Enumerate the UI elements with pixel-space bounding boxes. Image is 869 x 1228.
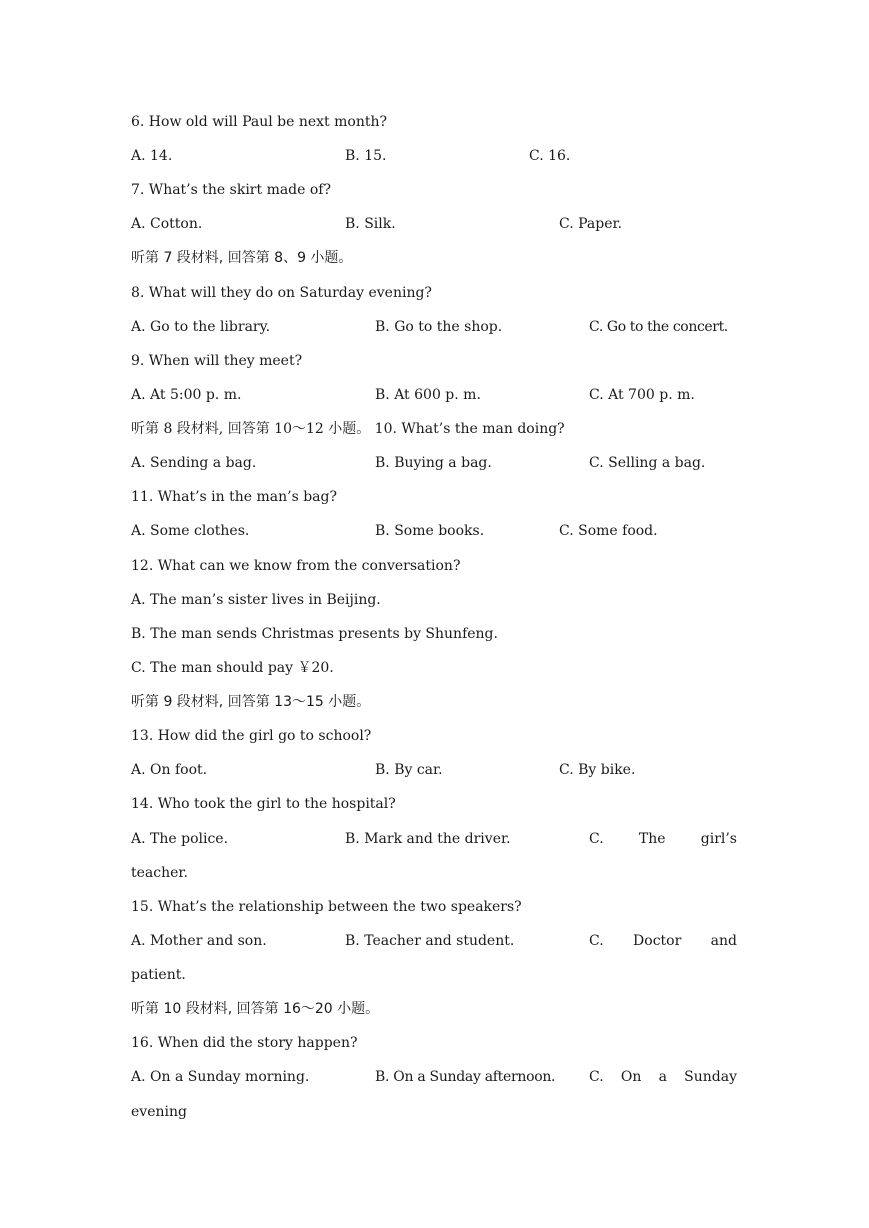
- q12-option-b: B. The man sends Christmas presents by Shunfeng.: [131, 626, 498, 642]
- q8-option-b: B. Go to the shop.: [375, 319, 503, 335]
- q14-option-a: A. The police.: [131, 831, 229, 847]
- q16-option-a: A. On a Sunday morning.: [131, 1069, 310, 1085]
- question-11: 11. What’s in the man’s bag?: [131, 489, 338, 505]
- q16-option-c-word: C.: [589, 1069, 604, 1085]
- q7-option-c: C. Paper.: [559, 216, 623, 232]
- section-10-heading: 听第 10 段材料, 回答第 16～20 小题。: [131, 1001, 380, 1017]
- q9-option-b: B. At 600 p. m.: [375, 387, 481, 403]
- section-7-heading: 听第 7 段材料, 回答第 8、9 小题。: [131, 250, 353, 266]
- q16-option-c-word: On: [620, 1069, 642, 1085]
- q15-option-c-continued: patient.: [131, 967, 186, 983]
- q14-option-c-word: girl’s: [700, 831, 737, 847]
- q8-option-c: C. Go to the concert.: [589, 319, 728, 335]
- q16-option-c-continued: evening: [131, 1104, 187, 1120]
- q15-option-a: A. Mother and son.: [131, 933, 267, 949]
- q16-option-c-word: a: [658, 1069, 667, 1085]
- question-15: 15. What’s the relationship between the two speakers?: [131, 899, 522, 915]
- q14-option-c-word: The: [638, 831, 666, 847]
- question-16: 16. When did the story happen?: [131, 1035, 358, 1051]
- q10-option-c: C. Selling a bag.: [589, 455, 706, 471]
- q10-option-b: B. Buying a bag.: [375, 455, 492, 471]
- q13-option-b: B. By car.: [375, 762, 443, 778]
- question-14: 14. Who took the girl to the hospital?: [131, 796, 396, 812]
- question-6: 6. How old will Paul be next month?: [131, 114, 387, 130]
- q7-option-a: A. Cotton.: [131, 216, 203, 232]
- question-13: 13. How did the girl go to school?: [131, 728, 372, 744]
- q14-option-c-continued: teacher.: [131, 865, 189, 881]
- q8-option-a: A. Go to the library.: [131, 319, 271, 335]
- q6-option-c: C. 16.: [529, 148, 571, 164]
- q6-option-a: A. 14.: [131, 148, 173, 164]
- q15-option-c-word: Doctor: [633, 933, 682, 949]
- q12-option-a: A. The man’s sister lives in Beijing.: [131, 592, 381, 608]
- question-8: 8. What will they do on Saturday evening?: [131, 285, 432, 301]
- q10-option-a: A. Sending a bag.: [131, 455, 257, 471]
- q14-option-c-word: C.: [589, 831, 604, 847]
- q9-option-a: A. At 5:00 p. m.: [131, 387, 242, 403]
- q14-option-c: [589, 830, 737, 848]
- q13-option-c: C. By bike.: [559, 762, 636, 778]
- q7-option-b: B. Silk.: [345, 216, 396, 232]
- q15-option-c-word: and: [710, 933, 737, 949]
- q16-option-b: B. On a Sunday afternoon.: [375, 1069, 556, 1085]
- q16-option-c: [589, 1068, 737, 1086]
- q13-option-a: A. On foot.: [131, 762, 208, 778]
- question-9: 9. When will they meet?: [131, 353, 303, 369]
- q6-option-b: B. 15.: [345, 148, 387, 164]
- q11-option-b: B. Some books.: [375, 523, 485, 539]
- q9-option-c: C. At 700 p. m.: [589, 387, 695, 403]
- question-12: 12. What can we know from the conversation?: [131, 558, 461, 574]
- section-9-heading: 听第 9 段材料, 回答第 13～15 小题。: [131, 694, 371, 710]
- q11-option-c: C. Some food.: [559, 523, 658, 539]
- q15-option-c: [589, 932, 737, 950]
- q15-option-c-word: C.: [589, 933, 604, 949]
- q12-option-c: C. The man should pay ￥20.: [131, 660, 334, 676]
- q11-option-a: A. Some clothes.: [131, 523, 250, 539]
- q16-option-c-word: Sunday: [684, 1069, 737, 1085]
- question-7: 7. What’s the skirt made of?: [131, 182, 331, 198]
- q14-option-b: B. Mark and the driver.: [345, 831, 511, 847]
- q15-option-b: B. Teacher and student.: [345, 933, 515, 949]
- section-8-heading: 听第 8 段材料, 回答第 10～12 小题。 10. What’s the man doing?: [131, 421, 565, 437]
